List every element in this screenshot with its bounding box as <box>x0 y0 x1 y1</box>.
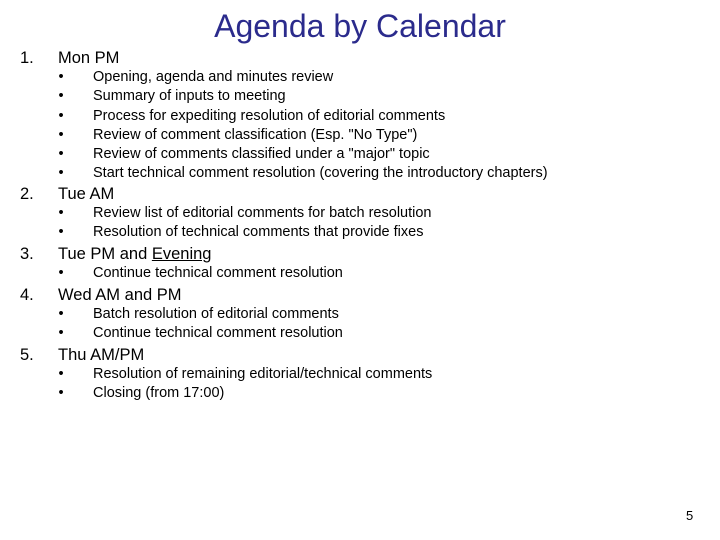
bullet-text: Resolution of remaining editorial/technical comments <box>93 366 433 382</box>
bullet-text: Closing (from 17:00) <box>93 385 225 402</box>
bullet-text: Process for expediting resolution of editorial comments <box>93 107 446 124</box>
list-item <box>0 126 720 145</box>
list-item <box>0 305 720 324</box>
list-item <box>0 204 720 223</box>
section-heading: Wed AM and PM <box>58 286 182 304</box>
list-item <box>0 107 720 126</box>
section-number: 4. <box>20 286 34 304</box>
section-number: 1. <box>20 49 34 67</box>
bullet-text: Continue technical comment resolution <box>93 265 343 281</box>
list-item <box>0 145 720 164</box>
section-heading <box>58 244 212 264</box>
bullet-list <box>0 204 720 243</box>
bullet-list <box>0 365 720 404</box>
bullet-icon: • <box>58 165 64 182</box>
list-item <box>0 223 720 242</box>
section-heading: Mon PM <box>58 49 120 67</box>
bullet-icon: • <box>58 69 64 85</box>
bullet-icon: • <box>58 385 64 402</box>
section-number: 2. <box>20 185 34 203</box>
section-heading: Thu AM/PM <box>58 346 145 364</box>
bullet-icon: • <box>58 224 64 241</box>
bullet-icon: • <box>58 325 64 342</box>
bullet-text: Summary of inputs to meeting <box>93 88 286 105</box>
slide-title: Agenda by Calendar <box>214 8 506 44</box>
bullet-icon: • <box>58 88 64 105</box>
bullet-icon: • <box>58 265 64 281</box>
bullet-list <box>0 264 720 283</box>
bullet-text: Resolution of technical comments that provide fixes <box>93 224 424 241</box>
bullet-text: Batch resolution of editorial comments <box>93 306 339 322</box>
bullet-icon: • <box>58 146 64 163</box>
section-heading: Tue AM <box>58 185 115 203</box>
bullet-text: Review of comment classification (Esp. "No Type") <box>93 126 418 143</box>
bullet-text: Start technical comment resolution (covering the introductory chapters) <box>93 165 548 182</box>
bullet-text: Opening, agenda and minutes review <box>93 69 334 85</box>
section-heading-underlined: Evening <box>151 245 212 263</box>
section-number: 5. <box>20 346 34 364</box>
bullet-list <box>0 68 720 184</box>
bullet-icon: • <box>58 366 64 382</box>
list-item <box>0 324 720 343</box>
list-item <box>0 365 720 384</box>
bullet-icon: • <box>58 306 64 322</box>
list-item <box>0 68 720 87</box>
list-item <box>0 384 720 403</box>
section-heading-text: Tue PM and <box>58 245 152 263</box>
bullet-list <box>0 305 720 344</box>
bullet-text: Review of comments classified under a "major" topic <box>93 146 430 163</box>
page-number: 5 <box>686 508 694 523</box>
bullet-text: Continue technical comment resolution <box>93 325 343 342</box>
list-item <box>0 164 720 183</box>
bullet-icon: • <box>58 205 64 221</box>
bullet-text: Review list of editorial comments for batch resolution <box>93 205 432 221</box>
bullet-icon: • <box>58 126 64 143</box>
bullet-icon: • <box>58 107 64 124</box>
section-number: 3. <box>20 245 34 263</box>
list-item <box>0 264 720 283</box>
list-item <box>0 87 720 106</box>
